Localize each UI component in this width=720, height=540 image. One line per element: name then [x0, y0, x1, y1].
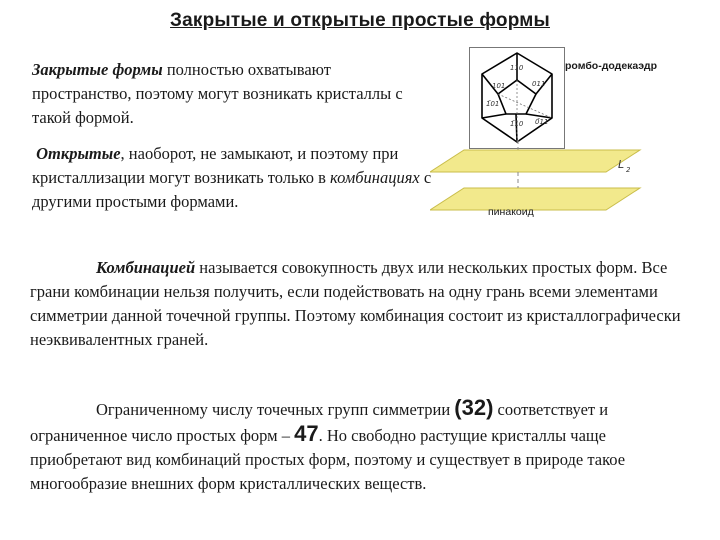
paragraph-combination: [30, 256, 690, 352]
face-label: 101: [492, 82, 506, 90]
paragraph-open-forms-text-2: с другими простыми формами.: [32, 168, 432, 211]
paragraph-open-forms-text-1: , наоборот, не замыкают, и поэтому при кристаллизации могут возникать только в: [32, 144, 399, 187]
axis-label: L: [618, 158, 625, 171]
pinacoid-label: пинакоид: [488, 206, 534, 218]
face-label: 0̄11: [535, 118, 549, 126]
pinacoid-figure: [430, 140, 650, 220]
term-open-forms: Открытые: [36, 144, 121, 163]
face-label: 1̄10: [510, 120, 524, 128]
axis-subscript: 2: [626, 166, 631, 174]
face-label: 1̄01: [486, 100, 500, 108]
face-label: 011: [532, 80, 546, 88]
slide-title: Закрытые и открытые простые формы: [170, 10, 550, 31]
paragraph-combination-text: называется совокупность двух или нескольких простых форм. Все грани комбинации нельзя получить, если подействовать на одну грань всеми элементами симметрии данной точечной группы. Поэтому комбинация состоит из кристаллографически неэквивалентных граней.: [30, 258, 681, 349]
rhombododecahedron-label: ромбо-додекаэдр: [565, 60, 657, 72]
face-label: 110: [510, 64, 524, 72]
simple-forms-count: 47: [294, 421, 319, 446]
paragraph-symmetry-text-2: соответствует и ограниченное число простых форм –: [30, 400, 609, 445]
term-combinations: комбинациях: [329, 168, 420, 187]
term-combination: Комбинацией: [96, 258, 196, 277]
paragraph-closed-forms-text: полностью охватывают пространство, поэтому могут возникать кристаллы с такой формой.: [32, 60, 403, 127]
upper-plane: [430, 150, 640, 172]
term-closed-forms: Закрытые формы: [32, 60, 163, 79]
paragraph-symmetry-text-1: Ограниченному числу точечных групп симметрии: [96, 400, 455, 419]
paragraph-symmetry-groups: [30, 396, 690, 496]
paragraph-symmetry-text-3: . Но свободно растущие кристаллы чаще приобретают вид комбинаций простых форм, поэтому и существует в природе такое многообразие внешних форм кристаллических веществ.: [30, 426, 626, 493]
paragraph-open-forms: [32, 142, 432, 214]
paragraph-closed-forms: [32, 58, 422, 130]
rhombododecahedron-drawing: [470, 48, 564, 148]
point-groups-count: (32): [454, 395, 494, 420]
lower-plane: [430, 188, 640, 210]
rhombododecahedron-figure: [469, 47, 565, 149]
